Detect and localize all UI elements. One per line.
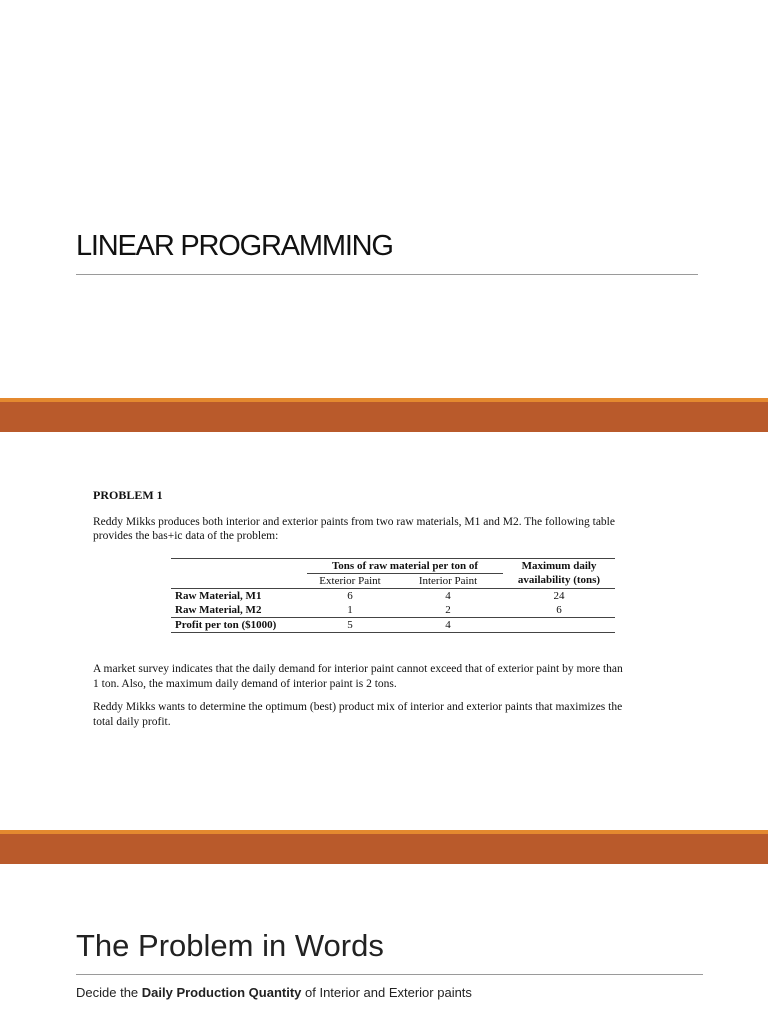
cell-interior: 4 [393,589,503,604]
table-group-header: Tons of raw material per ton of [307,559,503,574]
cell-availability [503,618,615,633]
problem-heading: PROBLEM 1 [93,488,163,502]
column-header-interior: Interior Paint [393,574,503,589]
objective-line-1: Reddy Mikks wants to determine the optimum (best) product mix of interior and exterior paints that maximizes the [93,701,623,713]
column-header-exterior: Exterior Paint [307,574,393,589]
objective-text [93,700,693,730]
slide-title: LINEAR PROGRAMMING [76,230,393,262]
row-label: Raw Material, M2 [175,603,262,616]
cell-exterior: 6 [307,589,393,604]
table-row [171,589,615,604]
table-availability-header-1: Maximum daily [503,559,615,574]
raw-material-table [171,558,615,633]
cell-interior: 2 [445,603,451,616]
subtitle-suffix: of Interior and Exterior paints [301,985,472,1000]
cell-exterior: 1 [347,603,353,616]
problem-intro-line-2: provides the bas+ic data of the problem: [93,530,279,542]
subtitle-emphasis: Daily Production Quantity [141,985,302,1000]
cell-interior: 4 [393,618,503,633]
market-survey-line-1: A market survey indicates that the daily demand for interior paint cannot exceed that of exterior paint by more than [93,663,623,675]
row-label: Profit per ton ($1000) [171,618,307,633]
title-divider [76,974,703,975]
row-label: Raw Material, M1 [171,589,307,604]
problem-statement [93,488,693,543]
problem-conditions [93,662,693,738]
slide-subtitle [76,985,472,1000]
cell-exterior: 5 [307,618,393,633]
cell-availability: 24 [503,589,615,604]
table-row [171,618,615,633]
market-survey-text [93,662,693,692]
cell-availability: 6 [556,603,562,616]
slide-separator-band [0,834,768,864]
table-availability-header-2: availability (tons) [517,574,601,587]
slide-title: The Problem in Words [76,928,384,963]
subtitle-prefix: Decide the [76,985,142,1000]
objective-line-2: total daily profit. [93,716,171,728]
slide-separator-band [0,402,768,432]
title-divider [76,274,698,275]
market-survey-line-2: 1 ton. Also, the maximum daily demand of interior paint is 2 tons. [93,678,397,690]
problem-intro-line-1: Reddy Mikks produces both interior and exterior paints from two raw materials, M1 and M2. The following table [93,516,615,528]
table-row [171,603,615,618]
